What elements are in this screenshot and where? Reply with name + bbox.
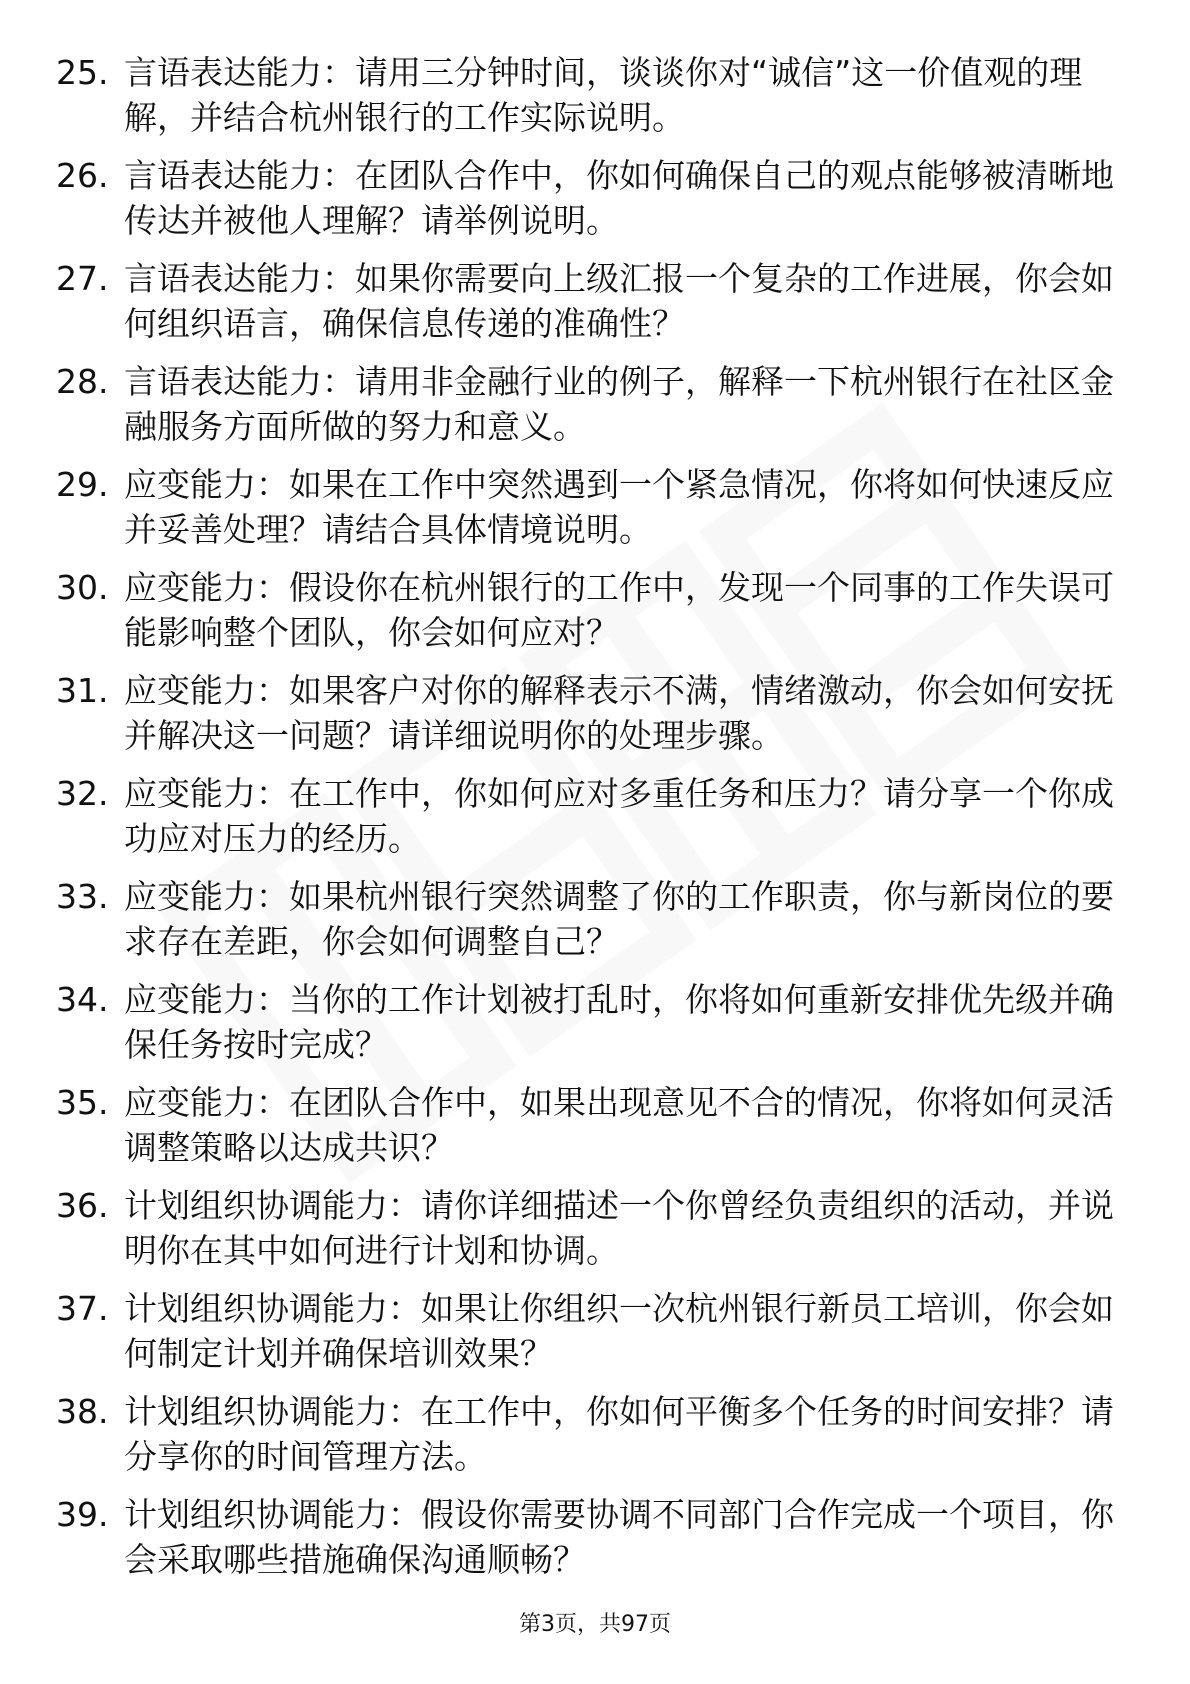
question-text: 计划组织协调能力：请你详细描述一个你曾经负责组织的活动，并说明你在其中如何进行计划和协调。 [124,1186,1114,1270]
question-number: 39. [56,1495,109,1534]
question-number: 36. [56,1186,109,1225]
question-text: 应变能力：在团队合作中，如果出现意见不合的情况，你将如何灵活调整策略以达成共识？ [124,1083,1114,1167]
question-item [56,1389,1120,1492]
question-number: 25. [56,53,109,92]
question-number: 30. [56,568,109,607]
question-item [56,977,1120,1080]
question-text: 应变能力：如果杭州银行突然调整了你的工作职责，你与新岗位的要求存在差距，你会如何调整自己？ [124,877,1114,961]
question-text: 言语表达能力：请用非金融行业的例子，解释一下杭州银行在社区金融服务方面所做的努力和意义。 [124,362,1114,446]
question-number: 27. [56,259,109,298]
question-number: 26. [56,156,109,195]
question-item [56,462,1120,565]
question-number: 37. [56,1289,109,1328]
question-number: 33. [56,877,109,916]
question-number: 29. [56,465,109,504]
question-item [56,1286,1120,1389]
question-number: 38. [56,1392,109,1431]
page-number-label: 第3页，共97页 [519,1612,671,1637]
question-text: 计划组织协调能力：在工作中，你如何平衡多个任务的时间安排？请分享你的时间管理方法。 [124,1392,1114,1476]
question-number: 32. [56,774,109,813]
question-text: 计划组织协调能力：如果让你组织一次杭州银行新员工培训，你会如何制定计划并确保培训效果？ [124,1289,1114,1373]
question-item [56,1080,1120,1183]
question-text: 言语表达能力：在团队合作中，你如何确保自己的观点能够被清晰地传达并被他人理解？请举例说明。 [124,156,1114,240]
question-item [56,256,1120,359]
question-number: 28. [56,362,109,401]
question-item [56,1492,1120,1595]
question-text: 应变能力：当你的工作计划被打乱时，你将如何重新安排优先级并确保任务按时完成？ [124,980,1114,1064]
question-text: 应变能力：假设你在杭州银行的工作中，发现一个同事的工作失误可能影响整个团队，你会如何应对？ [124,568,1114,652]
question-text: 应变能力：如果在工作中突然遇到一个紧急情况，你将如何快速反应并妥善处理？请结合具体情境说明。 [124,465,1114,549]
question-item [56,668,1120,771]
question-text: 计划组织协调能力：假设你需要协调不同部门合作完成一个项目，你会采取哪些措施确保沟通顺畅？ [124,1495,1114,1579]
question-text: 应变能力：如果客户对你的解释表示不满，情绪激动，你会如何安抚并解决这一问题？请详细说明你的处理步骤。 [124,671,1114,755]
question-item [56,359,1120,462]
question-item [56,874,1120,977]
question-number: 31. [56,671,109,710]
question-text: 应变能力：在工作中，你如何应对多重任务和压力？请分享一个你成功应对压力的经历。 [124,774,1114,858]
question-item [56,1183,1120,1286]
question-number: 35. [56,1083,109,1122]
question-list [56,50,1120,1595]
question-text: 言语表达能力：如果你需要向上级汇报一个复杂的工作进展，你会如何组织语言，确保信息传递的准确性？ [124,259,1114,343]
question-text: 言语表达能力：请用三分钟时间，谈谈你对“诚信”这一价值观的理解，并结合杭州银行的工作实际说明。 [124,53,1083,137]
question-item [56,771,1120,874]
question-item [56,153,1120,256]
question-number: 34. [56,980,109,1019]
question-item [56,565,1120,668]
question-item [56,50,1120,153]
page-footer [0,1610,1190,1640]
